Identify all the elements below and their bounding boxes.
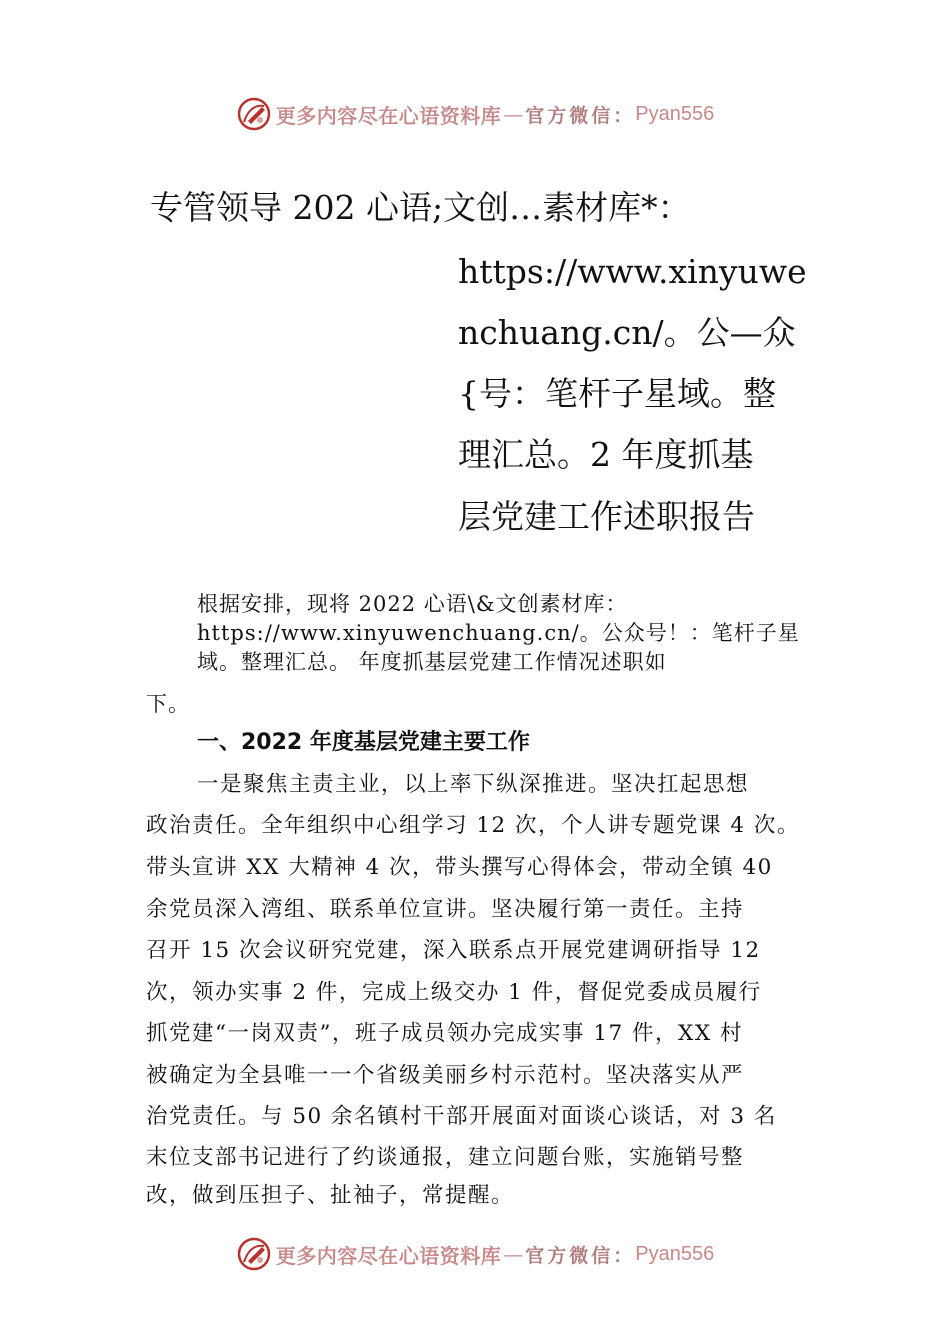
intro-line: https://www.xinyuwenchuang.cn/。公众号！：笔杆子星	[197, 621, 800, 645]
banner-text: 更多内容尽在心语资料库	[275, 103, 502, 128]
title-line: 专管领导 202 心语;文创…素材库*：	[150, 188, 691, 227]
intro-line: 根据安排，现将 2022 心语\&文创素材库：	[197, 592, 628, 616]
title-line: 理汇总。2 年度抓基	[458, 435, 754, 474]
banner-wechat-id: Pyan556	[635, 102, 715, 125]
title-line: nchuang.cn/。公—众	[458, 313, 796, 352]
title-line: https://www.xinyuwe	[458, 252, 807, 291]
banner-text: 更多内容尽在心语资料库	[275, 1243, 502, 1268]
header-banner	[0, 94, 950, 134]
body-line: 余党员深入湾组、联系单位宣讲。坚决履行第一责任。主持	[146, 897, 745, 922]
title-line: 层党建工作述职报告	[458, 497, 755, 536]
banner-dash: —	[503, 102, 524, 126]
footer-banner	[0, 1234, 950, 1274]
body-line: 一是聚焦主责主业，以上率下纵深推进。坚决扛起思想	[197, 772, 750, 797]
banner-dash: —	[503, 1242, 524, 1266]
banner-wechat-label: 官方微信：	[525, 104, 636, 127]
body-line: 次，领办实事 2 件，完成上级交办 1 件，督促党委成员履行	[146, 980, 762, 1005]
pen-logo-icon	[236, 96, 272, 132]
body-line: 带头宣讲 XX 大精神 4 次，带头撰写心得体会，带动全镇 40	[146, 855, 773, 880]
pen-logo-icon	[236, 1236, 272, 1272]
body-line: 治党责任。与 50 余名镇村干部开展面对面谈心谈话，对 3 名	[146, 1104, 777, 1129]
body-line: 改，做到压担子、扯袖子，常提醒。	[146, 1183, 515, 1208]
body-line: 召开 15 次会议研究党建，深入联系点开展党建调研指导 12	[146, 938, 761, 963]
banner-wechat-id: Pyan556	[635, 1242, 715, 1265]
body-line: 政治责任。全年组织中心组学习 12 次，个人讲专题党课 4 次。	[146, 813, 800, 838]
title-line: {号：笔杆子星域。整	[458, 374, 776, 413]
body-line: 末位支部书记进行了约谈通报，建立问题台账，实施销号整	[146, 1145, 745, 1170]
body-line: 被确定为全县唯一一个省级美丽乡村示范村。坚决落实从严	[146, 1063, 745, 1088]
banner-wechat-label: 官方微信：	[525, 1244, 636, 1267]
intro-line: 域。整理汇总。 年度抓基层党建工作情况述职如	[197, 650, 667, 674]
intro-line: 下。	[146, 692, 190, 716]
body-line: 抓党建“一岗双责”，班子成员领办完成实事 17 件，XX 村	[146, 1021, 743, 1046]
section-heading: 一、2022 年度基层党建主要工作	[197, 730, 530, 755]
